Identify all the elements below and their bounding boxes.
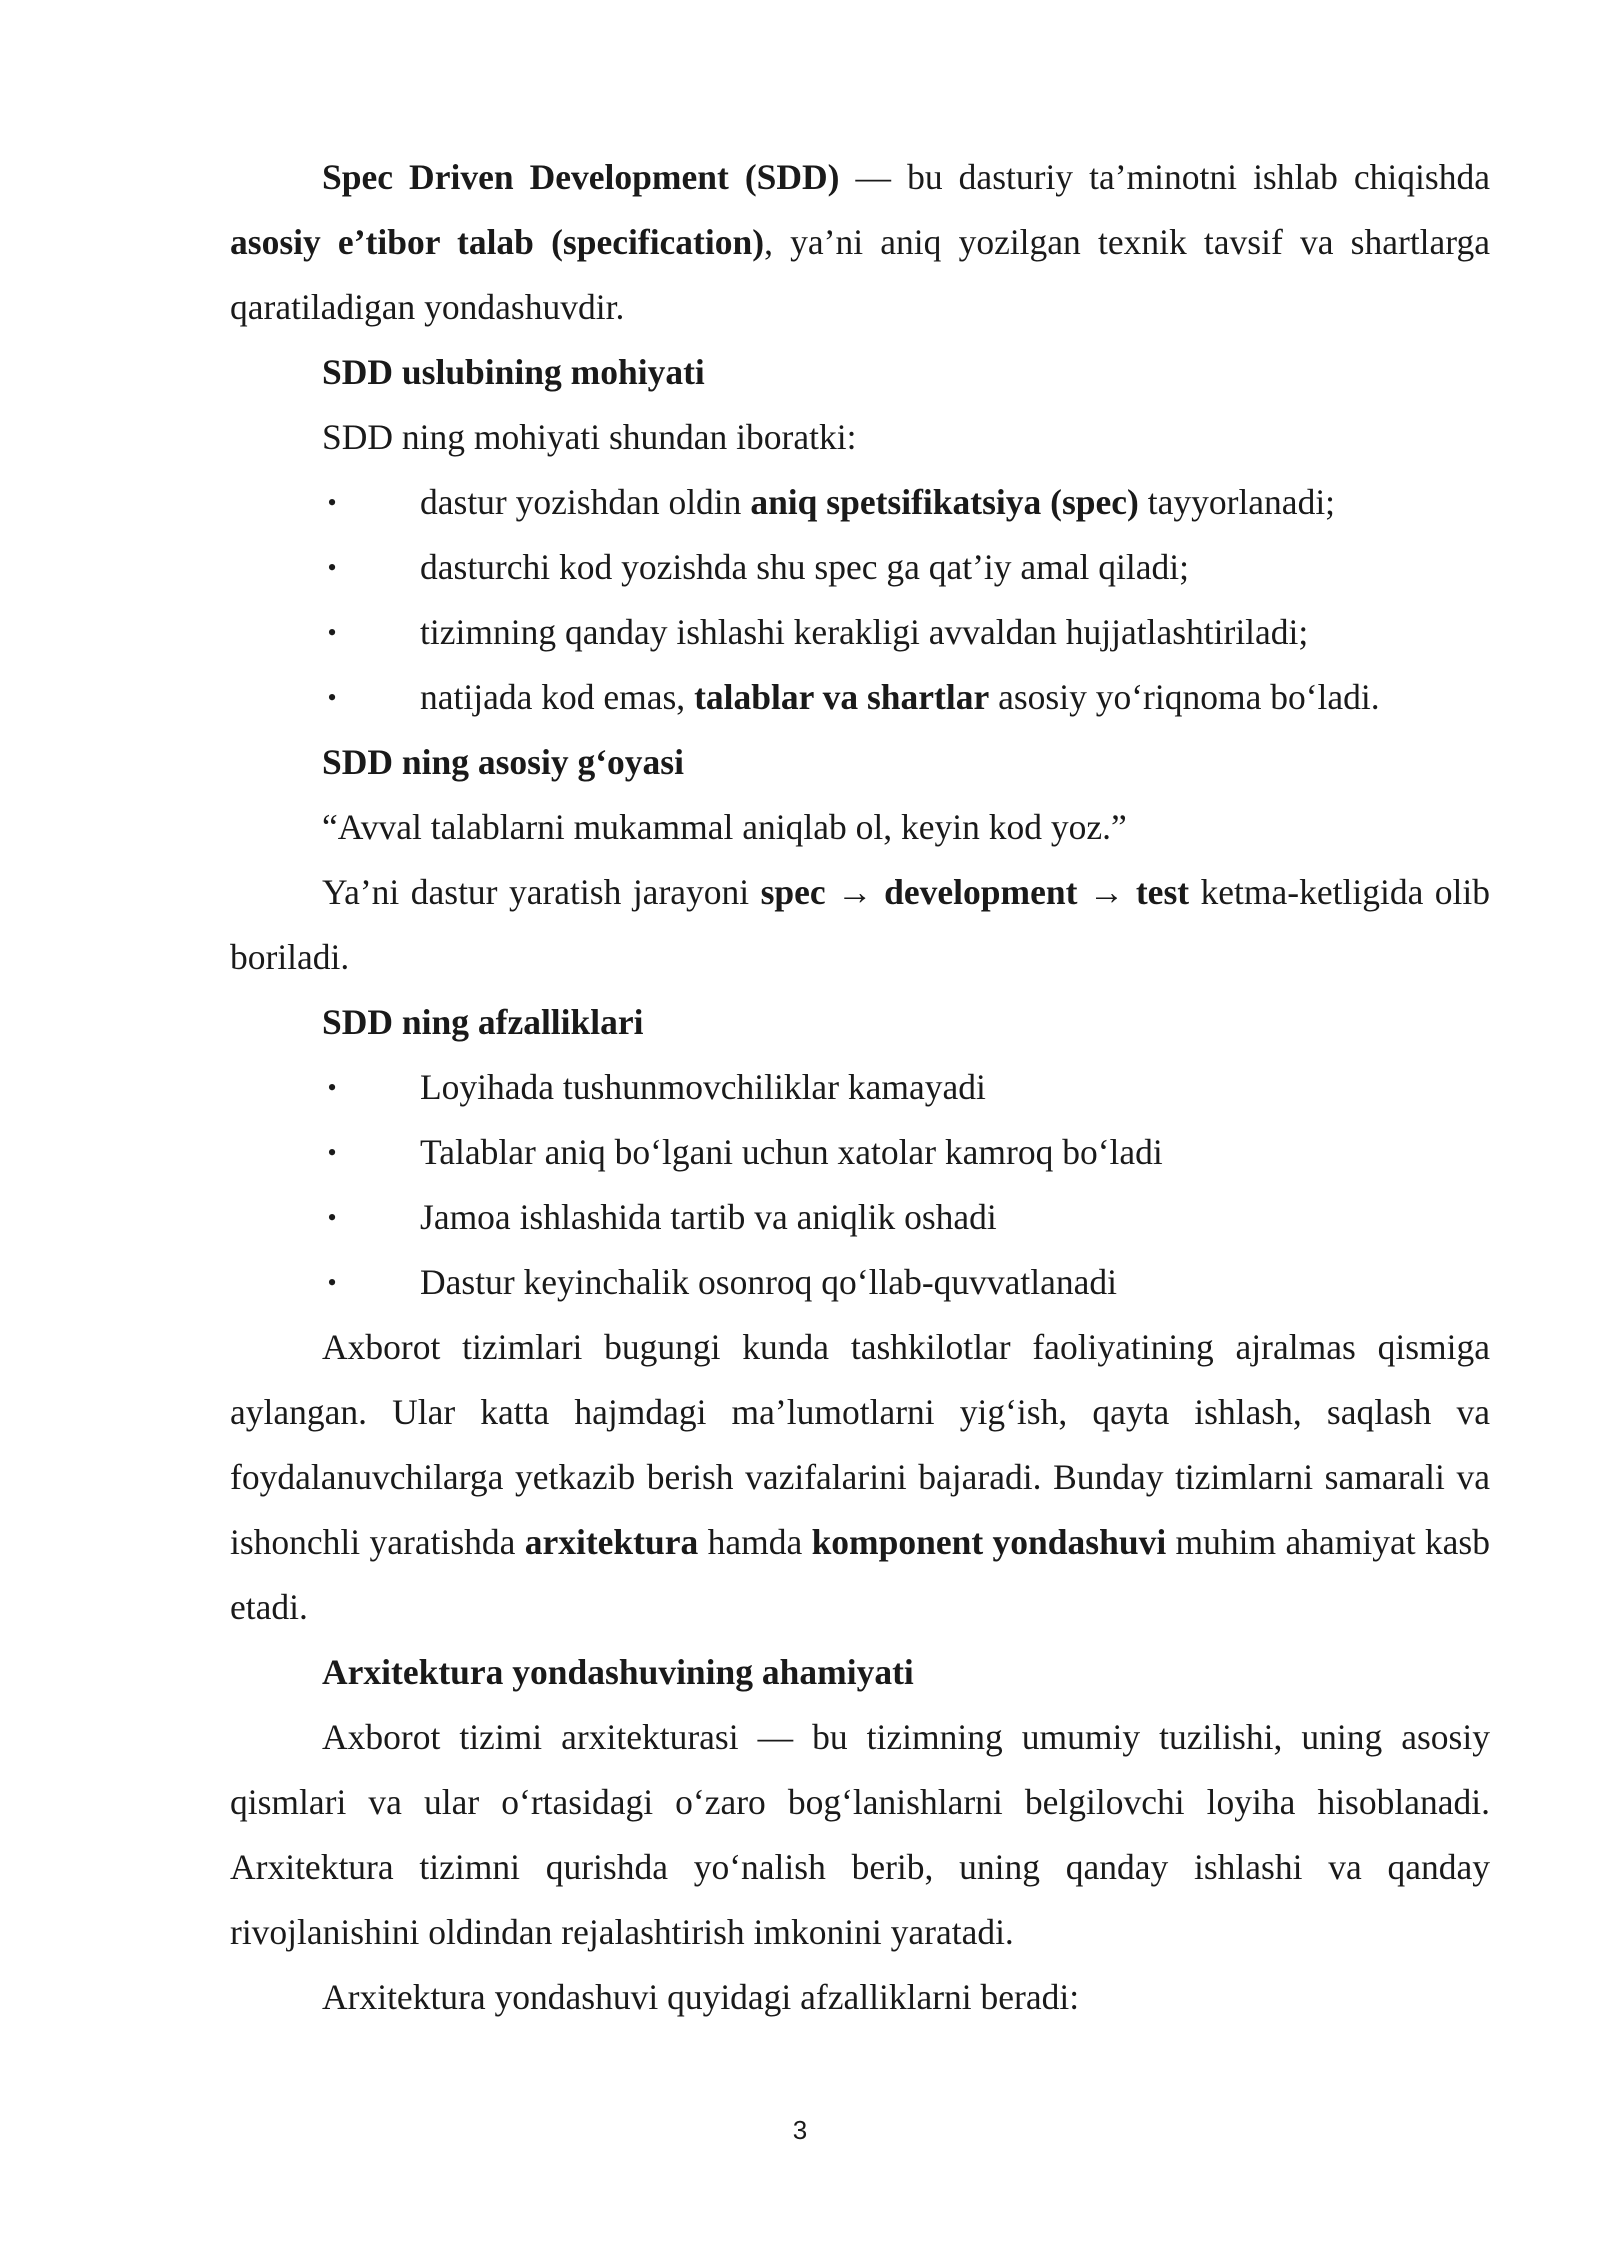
axborot-paragraph [230, 1315, 1490, 1640]
flow-paragraph [230, 860, 1490, 990]
axborot-text: muhim ahamiyat kasb etadi. [230, 1522, 1490, 1627]
list-item [230, 1120, 1490, 1185]
list-item [230, 600, 1490, 665]
axborot-text: Axborot tizimlari bugungi kunda tashkilotlar faoliyatining ajralmas qismiga aylangan. Ular katta hajmdagi ma’lumotlarni yig‘ish, qayta ishlash, saqlash va foydalanuvchilarga yetkazib berish vazifalarini bajaradi. Bunday tizimlarni samarali va ishonchli yaratishda [230, 1327, 1490, 1562]
bullet-icon: • [327, 1268, 337, 1297]
page-number: 3 [792, 2115, 808, 2145]
list-item [230, 1250, 1490, 1315]
arrow-icon: → [1077, 872, 1136, 912]
bullet-icon: • [327, 553, 337, 582]
list-text: Loyihada tushunmovchiliklar kamayadi [420, 1067, 986, 1107]
mohiyati-intro: SDD ning mohiyati shundan iboratki: [322, 417, 857, 457]
bullet-icon: • [327, 488, 337, 517]
bullet-icon: • [327, 1073, 337, 1102]
list-text: Talablar aniq bo‘lgani uchun xatolar kamroq bo‘ladi [420, 1132, 1163, 1172]
flow-test: test [1135, 872, 1190, 912]
heading-afzalliklari: SDD ning afzalliklari [322, 1002, 644, 1042]
bullet-icon: • [327, 618, 337, 647]
list-item [230, 535, 1490, 600]
intro-bold: asosiy e’tibor talab (specification) [230, 222, 765, 262]
intro-text-1: — bu dasturiy ta’minotni ishlab chiqishda [839, 157, 1490, 197]
list-text: Jamoa ishlashida tartib va aniqlik oshadi [420, 1197, 997, 1237]
flow-spec: spec [760, 872, 826, 912]
heading-arxitektura: Arxitektura yondashuvining ahamiyati [322, 1652, 914, 1692]
list-text: natijada kod emas, [420, 677, 695, 717]
list-text: tayyorlanadi; [1138, 482, 1336, 522]
axborot-text: hamda [698, 1522, 812, 1562]
heading-goyasi: SDD ning asosiy g‘oyasi [322, 742, 684, 782]
list-text: asosiy yo‘riqnoma bo‘ladi. [989, 677, 1380, 717]
flow-text: ketma-ketligida olib boriladi. [230, 872, 1491, 977]
page-body [230, 145, 1490, 2030]
list-bold: aniq spetsifikatsiya (spec) [750, 482, 1139, 522]
arxitektura-last: Arxitektura yondashuvi quyidagi afzalliklarni beradi: [322, 1977, 1080, 2017]
list-item [230, 1185, 1490, 1250]
bullet-icon: • [327, 1203, 337, 1232]
arrow-icon: → [825, 872, 885, 912]
arxitektura-paragraph: Axborot tizimi arxitekturasi — bu tizimning umumiy tuzilishi, uning asosiy qismlari va ular o‘rtasidagi o‘zaro bog‘lanishlarni belgilovchi loyiha hisoblanadi. Arxitektura tizimni qurishda yo‘nalish berib, uning qanday ishlashi va qanday rivojlanishini oldindan rejalashtirish imkonini yaratadi. [230, 1717, 1490, 1952]
list-item [230, 470, 1490, 535]
axborot-bold: komponent yondashuvi [811, 1522, 1167, 1562]
bullet-icon: • [327, 683, 337, 712]
list-text: Dastur keyinchalik osonroq qo‘llab-quvvatlanadi [420, 1262, 1117, 1302]
quote: “Avval talablarni mukammal aniqlab ol, keyin kod yoz.” [322, 807, 1127, 847]
list-item [230, 1055, 1490, 1120]
axborot-bold: arxitektura [524, 1522, 699, 1562]
heading-mohiyati: SDD uslubining mohiyati [322, 352, 705, 392]
intro-text-2: , ya’ni aniq yozilgan texnik tavsif va shartlarga qaratiladigan yondashuvdir. [230, 222, 1490, 327]
flow-text: Ya’ni dastur yaratish jarayoni [322, 872, 761, 912]
mohiyati-list [230, 470, 1490, 730]
bullet-icon: • [327, 1138, 337, 1167]
list-item [230, 665, 1490, 730]
intro-term: Spec Driven Development (SDD) [322, 157, 840, 197]
flow-development: development [884, 872, 1078, 912]
list-bold: talablar va shartlar [694, 677, 990, 717]
list-text: dastur yozishdan oldin [420, 482, 751, 522]
list-text: tizimning qanday ishlashi kerakligi avvaldan hujjatlashtiriladi; [420, 612, 1309, 652]
afzalliklari-list [230, 1055, 1490, 1315]
intro-paragraph [230, 145, 1490, 340]
list-text: dasturchi kod yozishda shu spec ga qat’iy amal qiladi; [420, 547, 1189, 587]
